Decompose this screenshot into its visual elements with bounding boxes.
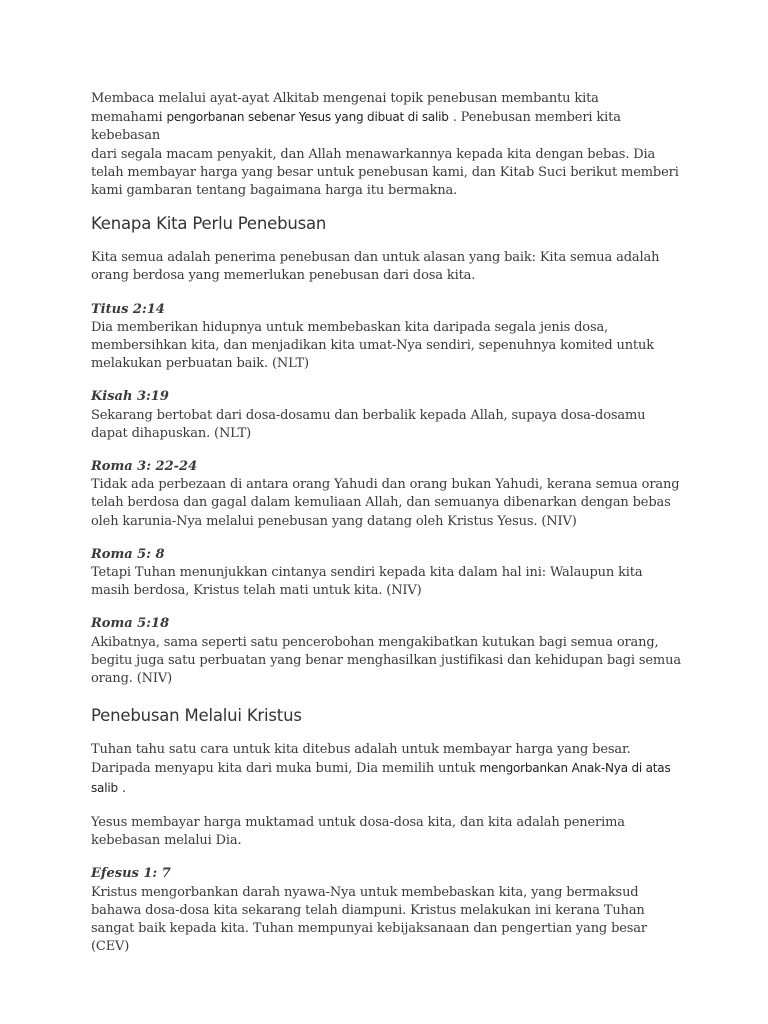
intro-line-1: Membaca melalui ayat-ayat Alkitab mengenai topik penebusan membantu kita xyxy=(91,91,599,106)
section1-paragraph: Kita semua adalah penerima penebusan dan untuk alasan yang baik: Kita semua adalah orang berdosa yang memerlukan penebusan dari dosa kita. xyxy=(91,250,660,284)
document-page xyxy=(91,90,691,956)
section2-paragraph-1-text: Tuhan tahu satu cara untuk kita ditebus adalah untuk membayar harga yang besar. Daripada menyapu kita dari muka bumi, Dia memilih untuk xyxy=(91,742,631,777)
verse-roma-3-22-24 xyxy=(91,458,687,531)
verse-text: Tidak ada perbezaan di antara orang Yahudi dan orang bukan Yahudi, kerana semua orang telah berdosa dan gagal dalam kemuliaan Allah, dan semuanya dibenarkan dengan bebas oleh karunia-Nya melalui penebusan yang datang oleh Kristus Yesus. (NIV) xyxy=(91,477,680,529)
intro-line-2-suffix: . Penebusan memberi kita kebebasan xyxy=(91,110,621,144)
verse-titus-2-14 xyxy=(91,301,681,374)
section-heading-redemption-through-christ: Penebusan Melalui Kristus xyxy=(91,706,302,726)
verse-text: Akibatnya, sama seperti satu pencerobohan mengakibatkan kutukan bagi semua orang, begitu juga satu perbuatan yang benar menghasilkan justifikasi dan kehidupan bagi semua orang. (NIV) xyxy=(91,634,681,687)
verse-efesus-1-7 xyxy=(91,865,679,956)
section-heading-why-redemption: Kenapa Kita Perlu Penebusan xyxy=(91,214,327,234)
verse-kisah-3-19 xyxy=(91,388,671,443)
verse-reference: Efesus 1: 7 xyxy=(91,866,171,882)
intro-paragraph xyxy=(91,90,691,200)
section2-paragraph-2: Yesus membayar harga muktamad untuk dosa-dosa kita, dan kita adalah penerima kebebasan melalui Dia. xyxy=(91,814,625,849)
verse-reference: Roma 5:18 xyxy=(91,616,170,632)
verse-text: Sekarang bertobat dari dosa-dosamu dan berbalik kepada Allah, supaya dosa-dosamu dapat dihapuskan. (NLT) xyxy=(91,407,646,441)
verse-text: Kristus mengorbankan darah nyawa-Nya untuk membebaskan kita, yang bermaksud bahawa dosa-dosa kita sekarang telah diampuni. Kristus melakukan ini kerana Tuhan sangat baik kepada kita. Tuhan mempunyai kebijaksanaan dan pengertian yang besar (CEV) xyxy=(91,884,647,955)
verse-roma-5-8 xyxy=(91,546,666,601)
intro-line-2-prefix: memahami xyxy=(91,110,167,126)
verse-reference: Roma 5: 8 xyxy=(91,546,165,562)
section2-paragraph-1-suffix: . xyxy=(117,780,126,796)
sacrifice-son-link[interactable]: mengorbankan Anak-Nya di atas salib xyxy=(91,761,671,795)
sacrifice-link[interactable]: pengorbanan sebenar Yesus yang dibuat di salib xyxy=(166,110,449,125)
section2-paragraph-1 xyxy=(91,741,671,798)
intro-rest: dari segala macam penyakit, dan Allah menawarkannya kepada kita dengan bebas. Dia telah membayar harga yang besar untuk penebusan kami, dan Kitab Suci berikut memberi kami gambaran tentang bagaimana harga itu bermakna. xyxy=(91,146,679,199)
verse-reference: Roma 3: 22-24 xyxy=(91,459,198,475)
verse-roma-5-18 xyxy=(91,615,687,688)
verse-reference: Titus 2:14 xyxy=(91,301,165,317)
verse-text: Tetapi Tuhan menunjukkan cintanya sendiri kepada kita dalam hal ini: Walaupun kita masih berdosa, Kristus telah mati untuk kita. (NIV) xyxy=(91,565,643,599)
verse-reference: Kisah 3:19 xyxy=(91,389,169,405)
verse-text: Dia memberikan hidupnya untuk membebaskan kita daripada segala jenis dosa, membersihkan kita, dan menjadikan kita umat-Nya sendiri, sepenuhnya komited untuk melakukan perbuatan baik. (NLT) xyxy=(91,319,654,372)
